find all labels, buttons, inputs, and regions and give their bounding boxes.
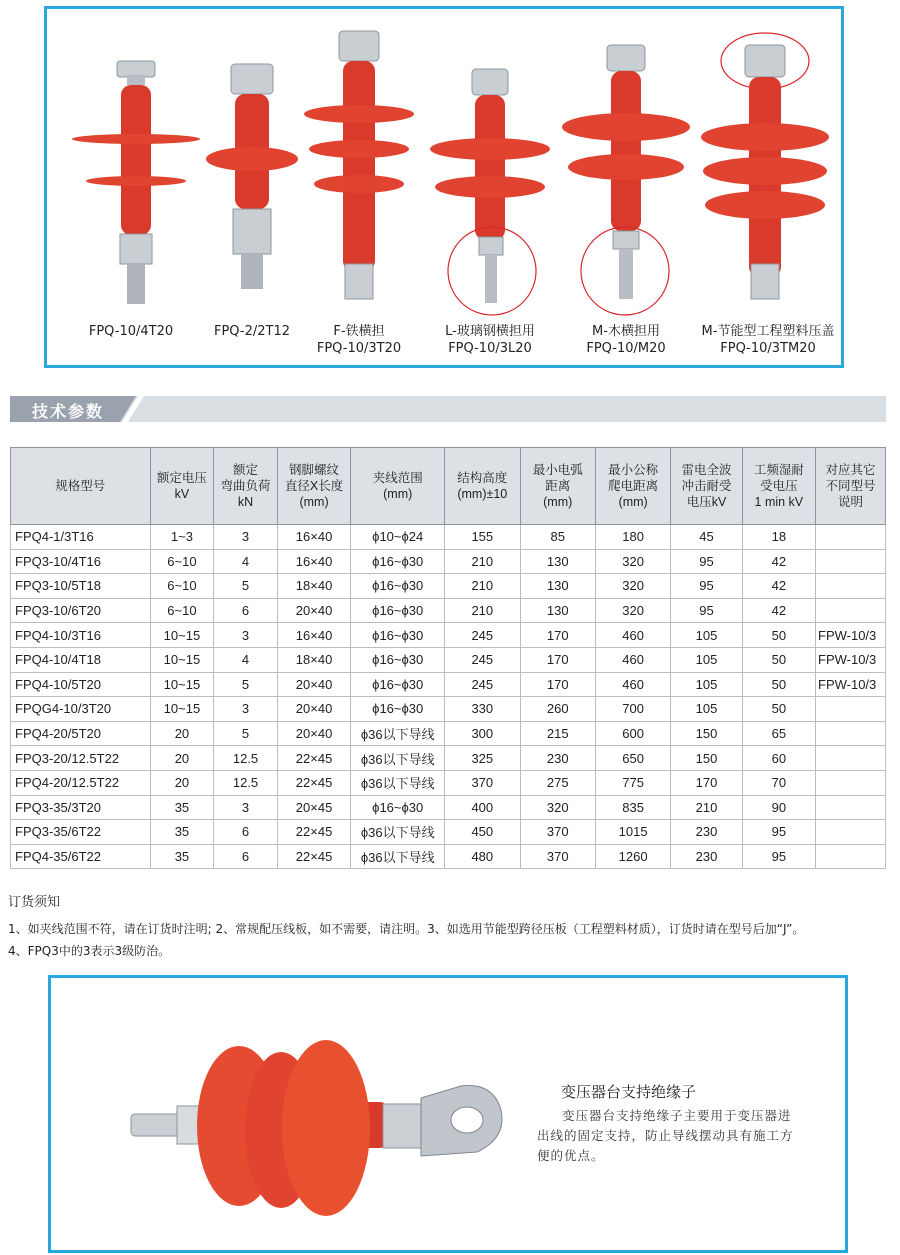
table-cell: 210: [671, 795, 742, 820]
table-cell: 22×45: [277, 770, 351, 795]
caption-line1: M-木横担用: [592, 324, 660, 339]
table-cell: 6: [214, 844, 278, 869]
model-cell: FPQ3-10/6T20: [11, 598, 151, 623]
table-cell: 150: [671, 721, 742, 746]
table-cell: ϕ16~ϕ30: [351, 795, 445, 820]
table-cell: 450: [445, 820, 520, 845]
table-cell: 460: [595, 672, 670, 697]
insulator-image: [559, 9, 693, 319]
table-row: [11, 721, 886, 746]
table-cell: ϕ36以下导线: [351, 721, 445, 746]
table-cell: 105: [671, 697, 742, 722]
table-cell: 20×40: [277, 672, 351, 697]
order-notes: [8, 891, 900, 962]
table-cell: 50: [742, 647, 815, 672]
table-cell: 775: [595, 770, 670, 795]
table-cell: 35: [150, 844, 214, 869]
table-cell: 170: [520, 623, 595, 648]
table-cell: 3: [214, 795, 278, 820]
insulator-image: [303, 9, 415, 309]
table-cell: 130: [520, 574, 595, 599]
column-header: 钢脚螺纹 直径X长度 (mm): [277, 448, 351, 525]
table-cell: 370: [520, 844, 595, 869]
model-cell: FPQ3-35/3T20: [11, 795, 151, 820]
product-fpq-10-3tm20: [699, 9, 837, 365]
table-cell: 210: [445, 574, 520, 599]
column-header: 工频湿耐 受电压 1 min kV: [742, 448, 815, 525]
table-row: [11, 746, 886, 771]
column-header: 额定 弯曲负荷 kN: [214, 448, 278, 525]
note-cell: FPW-10/3: [816, 647, 886, 672]
table-cell: ϕ16~ϕ30: [351, 549, 445, 574]
column-header: 对应其它 不同型号 说明: [816, 448, 886, 525]
table-cell: 300: [445, 721, 520, 746]
table-cell: 10~15: [150, 647, 214, 672]
table-cell: 5: [214, 721, 278, 746]
table-row: [11, 598, 886, 623]
product-gallery-panel: [44, 6, 844, 368]
table-cell: 50: [742, 697, 815, 722]
model-cell: FPQ4-10/4T18: [11, 647, 151, 672]
note-cell: [816, 525, 886, 550]
note-cell: [816, 746, 886, 771]
insulator-image: [197, 9, 307, 309]
column-header: 雷电全波 冲击耐受 电压kV: [671, 448, 742, 525]
table-cell: 6: [214, 820, 278, 845]
table-cell: 320: [595, 549, 670, 574]
table-cell: 18×40: [277, 647, 351, 672]
model-cell: FPQ4-1/3T16: [11, 525, 151, 550]
table-cell: 20: [150, 721, 214, 746]
insulator-image: [61, 9, 201, 309]
table-cell: 320: [520, 795, 595, 820]
table-cell: 10~15: [150, 672, 214, 697]
table-cell: 105: [671, 623, 742, 648]
table-cell: 105: [671, 647, 742, 672]
model-cell: FPQ4-20/5T20: [11, 721, 151, 746]
table-row: [11, 549, 886, 574]
table-cell: 245: [445, 623, 520, 648]
spec-table: [10, 447, 886, 869]
model-cell: FPQ4-10/5T20: [11, 672, 151, 697]
table-cell: 150: [671, 746, 742, 771]
model-cell: FPQ3-10/5T18: [11, 574, 151, 599]
table-cell: 6~10: [150, 549, 214, 574]
table-cell: ϕ10~ϕ24: [351, 525, 445, 550]
table-cell: 6: [214, 598, 278, 623]
caption-line2: FPQ-10/3L20: [448, 341, 532, 356]
table-cell: 6~10: [150, 574, 214, 599]
table-cell: 325: [445, 746, 520, 771]
table-cell: ϕ36以下导线: [351, 844, 445, 869]
table-cell: 20×45: [277, 795, 351, 820]
table-cell: 1~3: [150, 525, 214, 550]
table-cell: ϕ36以下导线: [351, 820, 445, 845]
transformer-insulator-description: 变压器台支持绝缘子主要用于变压器进出线的固定支持，防止导线摆动具有施工方便的优点。: [537, 1108, 794, 1163]
table-cell: 95: [671, 574, 742, 599]
table-cell: 480: [445, 844, 520, 869]
table-cell: 95: [742, 820, 815, 845]
column-header: 额定电压 kV: [150, 448, 214, 525]
transformer-insulator-image: [121, 1018, 561, 1218]
product-caption: [669, 323, 867, 357]
caption-line2: FPQ-10/4T20: [88, 324, 174, 339]
table-cell: 170: [671, 770, 742, 795]
table-cell: 210: [445, 549, 520, 574]
caption-line1: M-节能型工程塑料压盖: [701, 324, 835, 339]
table-cell: 4: [214, 647, 278, 672]
table-cell: 260: [520, 697, 595, 722]
table-cell: 650: [595, 746, 670, 771]
table-cell: 95: [742, 844, 815, 869]
table-cell: 16×40: [277, 525, 351, 550]
column-header: 规格型号: [11, 448, 151, 525]
spec-table-header-row: [11, 448, 886, 525]
table-row: [11, 697, 886, 722]
model-cell: FPQ4-20/12.5T22: [11, 770, 151, 795]
table-cell: 275: [520, 770, 595, 795]
transformer-insulator-title: 变压器台支持绝缘子: [561, 1083, 697, 1101]
table-cell: 85: [520, 525, 595, 550]
table-cell: 20×40: [277, 598, 351, 623]
table-cell: 5: [214, 574, 278, 599]
table-cell: 5: [214, 672, 278, 697]
table-cell: 6~10: [150, 598, 214, 623]
product-fpq-10-m20: [559, 9, 693, 365]
insulator-image: [427, 9, 553, 319]
table-cell: ϕ16~ϕ30: [351, 672, 445, 697]
table-cell: 12.5: [214, 770, 278, 795]
product-fpq-2-2t12: [197, 9, 307, 365]
table-cell: 245: [445, 647, 520, 672]
insulator-image: [699, 9, 837, 309]
table-cell: ϕ36以下导线: [351, 770, 445, 795]
table-cell: 3: [214, 525, 278, 550]
note-cell: [816, 795, 886, 820]
table-row: [11, 672, 886, 697]
transformer-insulator-panel: [48, 975, 848, 1253]
table-cell: 130: [520, 598, 595, 623]
table-cell: 42: [742, 549, 815, 574]
table-cell: 90: [742, 795, 815, 820]
table-cell: 22×45: [277, 746, 351, 771]
column-header: 最小公称 爬电距离 (mm): [595, 448, 670, 525]
table-cell: 330: [445, 697, 520, 722]
section-title: 技术参数: [32, 402, 105, 421]
table-cell: 10~15: [150, 623, 214, 648]
table-cell: 50: [742, 672, 815, 697]
table-cell: 1260: [595, 844, 670, 869]
column-header: 夹线范围 (mm): [351, 448, 445, 525]
table-cell: 20×40: [277, 721, 351, 746]
model-cell: FPQ4-10/3T16: [11, 623, 151, 648]
model-cell: FPQ3-35/6T22: [11, 820, 151, 845]
table-cell: ϕ16~ϕ30: [351, 598, 445, 623]
table-cell: ϕ16~ϕ30: [351, 647, 445, 672]
table-row: [11, 820, 886, 845]
table-cell: 230: [671, 844, 742, 869]
table-cell: 180: [595, 525, 670, 550]
order-notes-title: 订货须知: [8, 895, 61, 910]
table-cell: 50: [742, 623, 815, 648]
table-cell: 700: [595, 697, 670, 722]
table-cell: 130: [520, 549, 595, 574]
table-cell: 10~15: [150, 697, 214, 722]
table-cell: ϕ36以下导线: [351, 746, 445, 771]
table-cell: 835: [595, 795, 670, 820]
model-cell: FPQG4-10/3T20: [11, 697, 151, 722]
table-cell: 16×40: [277, 549, 351, 574]
table-cell: 245: [445, 672, 520, 697]
table-cell: 22×45: [277, 844, 351, 869]
order-note-line: 1、如夹线范围不符，请在订货时注明; 2、常规配压线板，如不需要，请注明。3、如选用节能型跨径压板（工程塑料材质），订货时请在型号后加“J”。: [8, 922, 805, 936]
table-cell: 170: [520, 647, 595, 672]
spec-table-body: [11, 525, 886, 869]
table-row: [11, 525, 886, 550]
table-cell: 18: [742, 525, 815, 550]
table-row: [11, 770, 886, 795]
table-cell: 370: [445, 770, 520, 795]
table-cell: 215: [520, 721, 595, 746]
table-cell: 45: [671, 525, 742, 550]
model-cell: FPQ3-10/4T16: [11, 549, 151, 574]
column-header: 最小电弧 距离 (mm): [520, 448, 595, 525]
table-cell: 70: [742, 770, 815, 795]
table-cell: 1015: [595, 820, 670, 845]
caption-line2: FPQ-10/3TM20: [720, 341, 816, 356]
note-cell: [816, 721, 886, 746]
product-fpq-10-3t20: [303, 9, 415, 365]
table-cell: 22×45: [277, 820, 351, 845]
table-cell: 42: [742, 598, 815, 623]
table-cell: 20: [150, 770, 214, 795]
note-cell: [816, 549, 886, 574]
table-row: [11, 574, 886, 599]
table-row: [11, 647, 886, 672]
column-header: 结构高度 (mm)±10: [445, 448, 520, 525]
table-cell: 60: [742, 746, 815, 771]
caption-line2: FPQ-2/2T12: [213, 324, 290, 339]
table-cell: 95: [671, 598, 742, 623]
table-cell: 20: [150, 746, 214, 771]
section-header-tech-params: [10, 396, 886, 422]
product-fpq-10-3l20: [427, 9, 553, 365]
table-cell: 600: [595, 721, 670, 746]
table-cell: 3: [214, 697, 278, 722]
table-cell: 170: [520, 672, 595, 697]
caption-line1: L-玻璃钢横担用: [445, 324, 535, 339]
note-cell: [816, 574, 886, 599]
table-cell: 65: [742, 721, 815, 746]
model-cell: FPQ4-35/6T22: [11, 844, 151, 869]
table-row: [11, 795, 886, 820]
table-cell: 320: [595, 598, 670, 623]
table-cell: 35: [150, 820, 214, 845]
table-cell: 460: [595, 647, 670, 672]
note-cell: [816, 697, 886, 722]
table-row: [11, 623, 886, 648]
table-cell: 155: [445, 525, 520, 550]
caption-line2: FPQ-10/3T20: [316, 341, 402, 356]
note-cell: [816, 844, 886, 869]
table-cell: 18×40: [277, 574, 351, 599]
table-cell: 42: [742, 574, 815, 599]
table-cell: 370: [520, 820, 595, 845]
table-cell: 460: [595, 623, 670, 648]
table-cell: 230: [671, 820, 742, 845]
note-cell: FPW-10/3: [816, 672, 886, 697]
table-cell: 95: [671, 549, 742, 574]
table-cell: 16×40: [277, 623, 351, 648]
table-cell: ϕ16~ϕ30: [351, 697, 445, 722]
table-cell: 400: [445, 795, 520, 820]
caption-line2: FPQ-10/M20: [586, 341, 666, 356]
table-cell: 35: [150, 795, 214, 820]
note-cell: [816, 598, 886, 623]
table-cell: ϕ16~ϕ30: [351, 574, 445, 599]
table-cell: 3: [214, 623, 278, 648]
note-cell: [816, 820, 886, 845]
product-fpq-10-4t20: [61, 9, 201, 365]
caption-line1: F-铁横担: [333, 324, 385, 339]
table-cell: 210: [445, 598, 520, 623]
table-cell: 12.5: [214, 746, 278, 771]
note-cell: [816, 770, 886, 795]
table-cell: 320: [595, 574, 670, 599]
table-row: [11, 844, 886, 869]
table-cell: 20×40: [277, 697, 351, 722]
order-note-line: 4、FPQ3中的3表示3级防治。: [8, 944, 171, 958]
table-cell: ϕ16~ϕ30: [351, 623, 445, 648]
note-cell: FPW-10/3: [816, 623, 886, 648]
model-cell: FPQ3-20/12.5T22: [11, 746, 151, 771]
table-cell: 230: [520, 746, 595, 771]
table-cell: 105: [671, 672, 742, 697]
table-cell: 4: [214, 549, 278, 574]
